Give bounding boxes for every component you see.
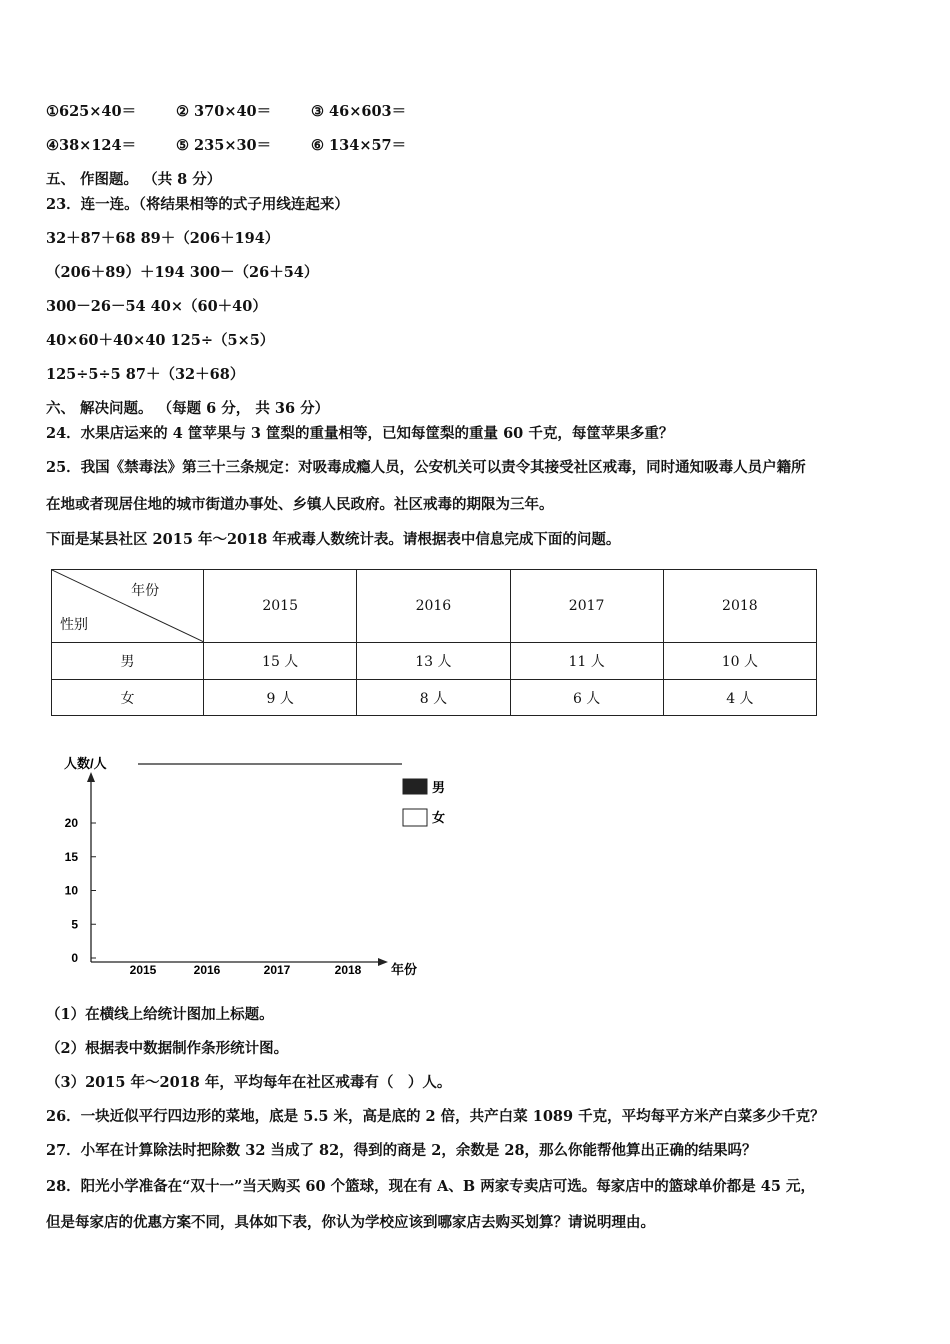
q23-line-5: 125÷5÷5 87＋（32＋68） [46, 366, 245, 383]
statistics-table [51, 569, 817, 716]
x-axis-label: 年份 [391, 962, 418, 977]
table-cell: 10 人 [663, 643, 816, 680]
q23-line-1: 32＋87＋68 89＋（206＋194） [46, 230, 280, 247]
year-2016-header: 2016 [357, 570, 510, 643]
q23-title: 23．连一连。（将结果相等的式子用线连起来） [46, 196, 349, 213]
section6-title: 六、 解决问题。 （每题 6 分， 共 36 分） [46, 400, 330, 417]
q28-line-2: 但是每家店的优惠方案不同，具体如下表，你认为学校应该到哪家店去购买划算？请说明理由。 [46, 1214, 655, 1231]
row-label-male: 男 [52, 643, 204, 680]
q24-text: 24．水果店运来的 4 筐苹果与 3 筐梨的重量相等，已知每筐梨的重量 60 千克，每筐苹果多重？ [46, 425, 674, 442]
calc-item-6: ⑥ 134×57＝ [311, 137, 407, 154]
x-tick-label: 2015 [129, 963, 157, 977]
calc-item-4: ④38×124＝ [46, 137, 137, 154]
q25-line-2: 在地或者现居住地的城市街道办事处、乡镇人民政府。社区戒毒的期限为三年。 [46, 496, 554, 513]
section5-title: 五、 作图题。 （共 8 分） [46, 171, 222, 188]
table-row-male [52, 643, 817, 680]
q23-line-2: （206＋89）＋194 300－（26＋54） [46, 264, 319, 281]
year-2017-header: 2017 [510, 570, 663, 643]
q26-text: 26．一块近似平行四边形的菜地，底是 5.5 米，高是底的 2 倍，共产白菜 1089 千克，平均每平方米产白菜多少千克？ [46, 1108, 825, 1125]
y-axis-label: 人数/人 [64, 756, 107, 771]
year-2015-header: 2015 [204, 570, 357, 643]
table-cell: 8 人 [357, 680, 510, 716]
header-sex-label: 性别 [60, 617, 88, 633]
q27-text: 27．小军在计算除法时把除数 32 当成了 82，得到的商是 2，余数是 28，那么你能帮他算出正确的结果吗？ [46, 1142, 757, 1159]
x-tick-label: 2016 [193, 963, 221, 977]
x-axis-arrow [378, 958, 388, 966]
q25-line-3: 下面是某县社区 2015 年～2018 年戒毒人数统计表。请根据表中信息完成下面的问题。 [46, 531, 621, 548]
calc-item-2: ② 370×40＝ [176, 103, 272, 120]
q23-line-3: 300－26－54 40×（60＋40） [46, 298, 267, 315]
x-tick-label: 2017 [263, 963, 291, 977]
q25-sub-1: （1）在横线上给统计图加上标题。 [46, 1006, 274, 1023]
legend-label-female: 女 [432, 810, 446, 825]
y-tick-label: 20 [64, 816, 78, 830]
calc-item-3: ③ 46×603＝ [311, 103, 407, 120]
legend-swatch-female [403, 809, 427, 826]
table-row-female [52, 680, 817, 716]
legend-swatch-male [403, 779, 427, 794]
table-cell: 13 人 [357, 643, 510, 680]
legend-label-male: 男 [432, 780, 446, 795]
table-cell: 4 人 [663, 680, 816, 716]
q25-sub-3: （3）2015 年～2018 年，平均每年在社区戒毒有（ ）人。 [46, 1074, 452, 1091]
table-cell: 11 人 [510, 643, 663, 680]
table-header-diagonal-cell [52, 570, 204, 643]
table-cell: 6 人 [510, 680, 663, 716]
calc-item-5: ⑤ 235×30＝ [176, 137, 272, 154]
bar-chart [60, 748, 460, 980]
q25-sub-2: （2）根据表中数据制作条形统计图。 [46, 1040, 289, 1057]
y-tick-label: 0 [71, 951, 78, 965]
table-cell: 15 人 [204, 643, 357, 680]
row-label-female: 女 [52, 680, 204, 716]
q23-line-4: 40×60＋40×40 125÷（5×5） [46, 332, 275, 349]
y-tick-label: 15 [64, 849, 78, 864]
q25-line-1: 25．我国《禁毒法》第三十三条规定：对吸毒成瘾人员，公安机关可以责令其接受社区戒毒，同时通知吸毒人员户籍所 [46, 459, 806, 476]
q28-line-1: 28．阳光小学准备在“双十一”当天购买 60 个篮球，现在有 A、B 两家专卖店可选。每家店中的篮球单价都是 45 元， [46, 1178, 816, 1195]
y-tick-label: 5 [71, 917, 78, 932]
table-cell: 9 人 [204, 680, 357, 716]
y-axis-arrow [87, 772, 95, 782]
y-tick-label: 10 [64, 883, 78, 898]
x-tick-label: 2018 [334, 963, 362, 977]
calc-item-1: ①625×40＝ [46, 103, 137, 120]
header-year-label: 年份 [131, 583, 160, 599]
year-2018-header: 2018 [663, 570, 816, 643]
